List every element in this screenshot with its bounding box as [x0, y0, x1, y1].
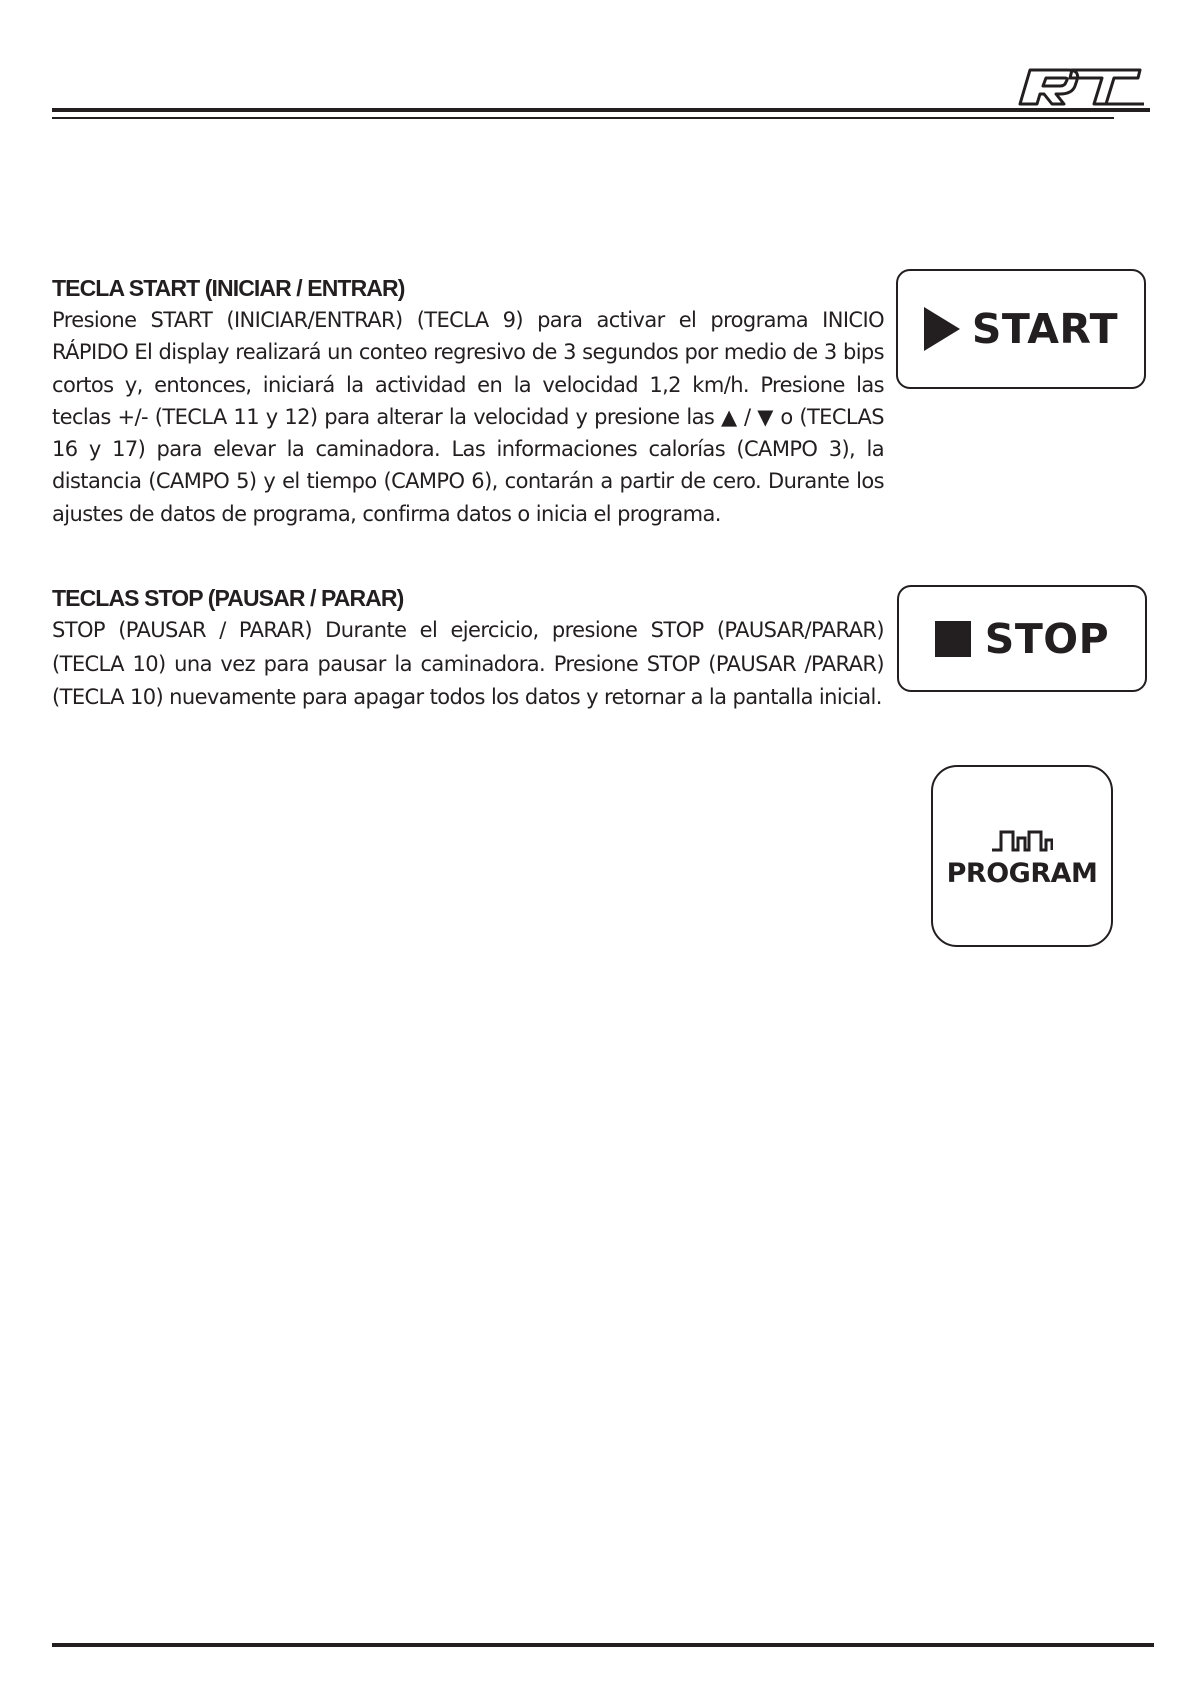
- program-key-illustration: [931, 765, 1113, 947]
- section-body: STOP (PAUSAR / PARAR) Durante el ejercicio, presione STOP (PAUSAR/PARAR) (TECLA 10) una vez para pausar la caminadora. Presione STOP (PAUSAR /PARAR) (TECLA 10) nuevamente para apagar todos los datos y retornar a la pantalla inicial.: [52, 618, 884, 709]
- header-rule-thin: [52, 117, 1114, 119]
- footer-rule: [52, 1643, 1154, 1647]
- play-icon: [924, 307, 960, 351]
- stop-key-section: [52, 582, 884, 715]
- stop-key-illustration: [897, 585, 1147, 692]
- section-heading: TECLAS STOP (PAUSAR / PARAR): [52, 585, 404, 611]
- stop-key-label: STOP: [984, 614, 1110, 663]
- rt-logo: [1010, 66, 1146, 108]
- program-key-label: PROGRAM: [946, 857, 1098, 889]
- section-heading: TECLA START (INICIAR / ENTRAR): [52, 275, 405, 301]
- start-key-label: START: [971, 305, 1119, 353]
- start-key-illustration: [896, 269, 1146, 389]
- wave-icon: [991, 830, 1053, 852]
- header-rule: [52, 108, 1150, 112]
- start-key-section: [52, 272, 884, 530]
- section-body: Presione START (INICIAR/ENTRAR) (TECLA 9) para activar el programa INICIO RÁPIDO El display realizará un conteo regresivo de 3 segundos por medio de 3 bips cortos y, entonces, iniciará la actividad en la velocidad 1,2 km/h. Presione las teclas +/- (TECLA 11 y 12) para alterar la velocidad y presione las ▲ / ▼ o (TECLAS 16 y 17) para elevar la caminadora. Las informaciones calorías (CAMPO 3), la distancia (CAMPO 5) y el tiempo (CAMPO 6), contarán a partir de cero. Durante los ajustes de datos de programa, confirma datos o inicia el programa.: [52, 308, 884, 526]
- stop-square-icon: [935, 621, 971, 657]
